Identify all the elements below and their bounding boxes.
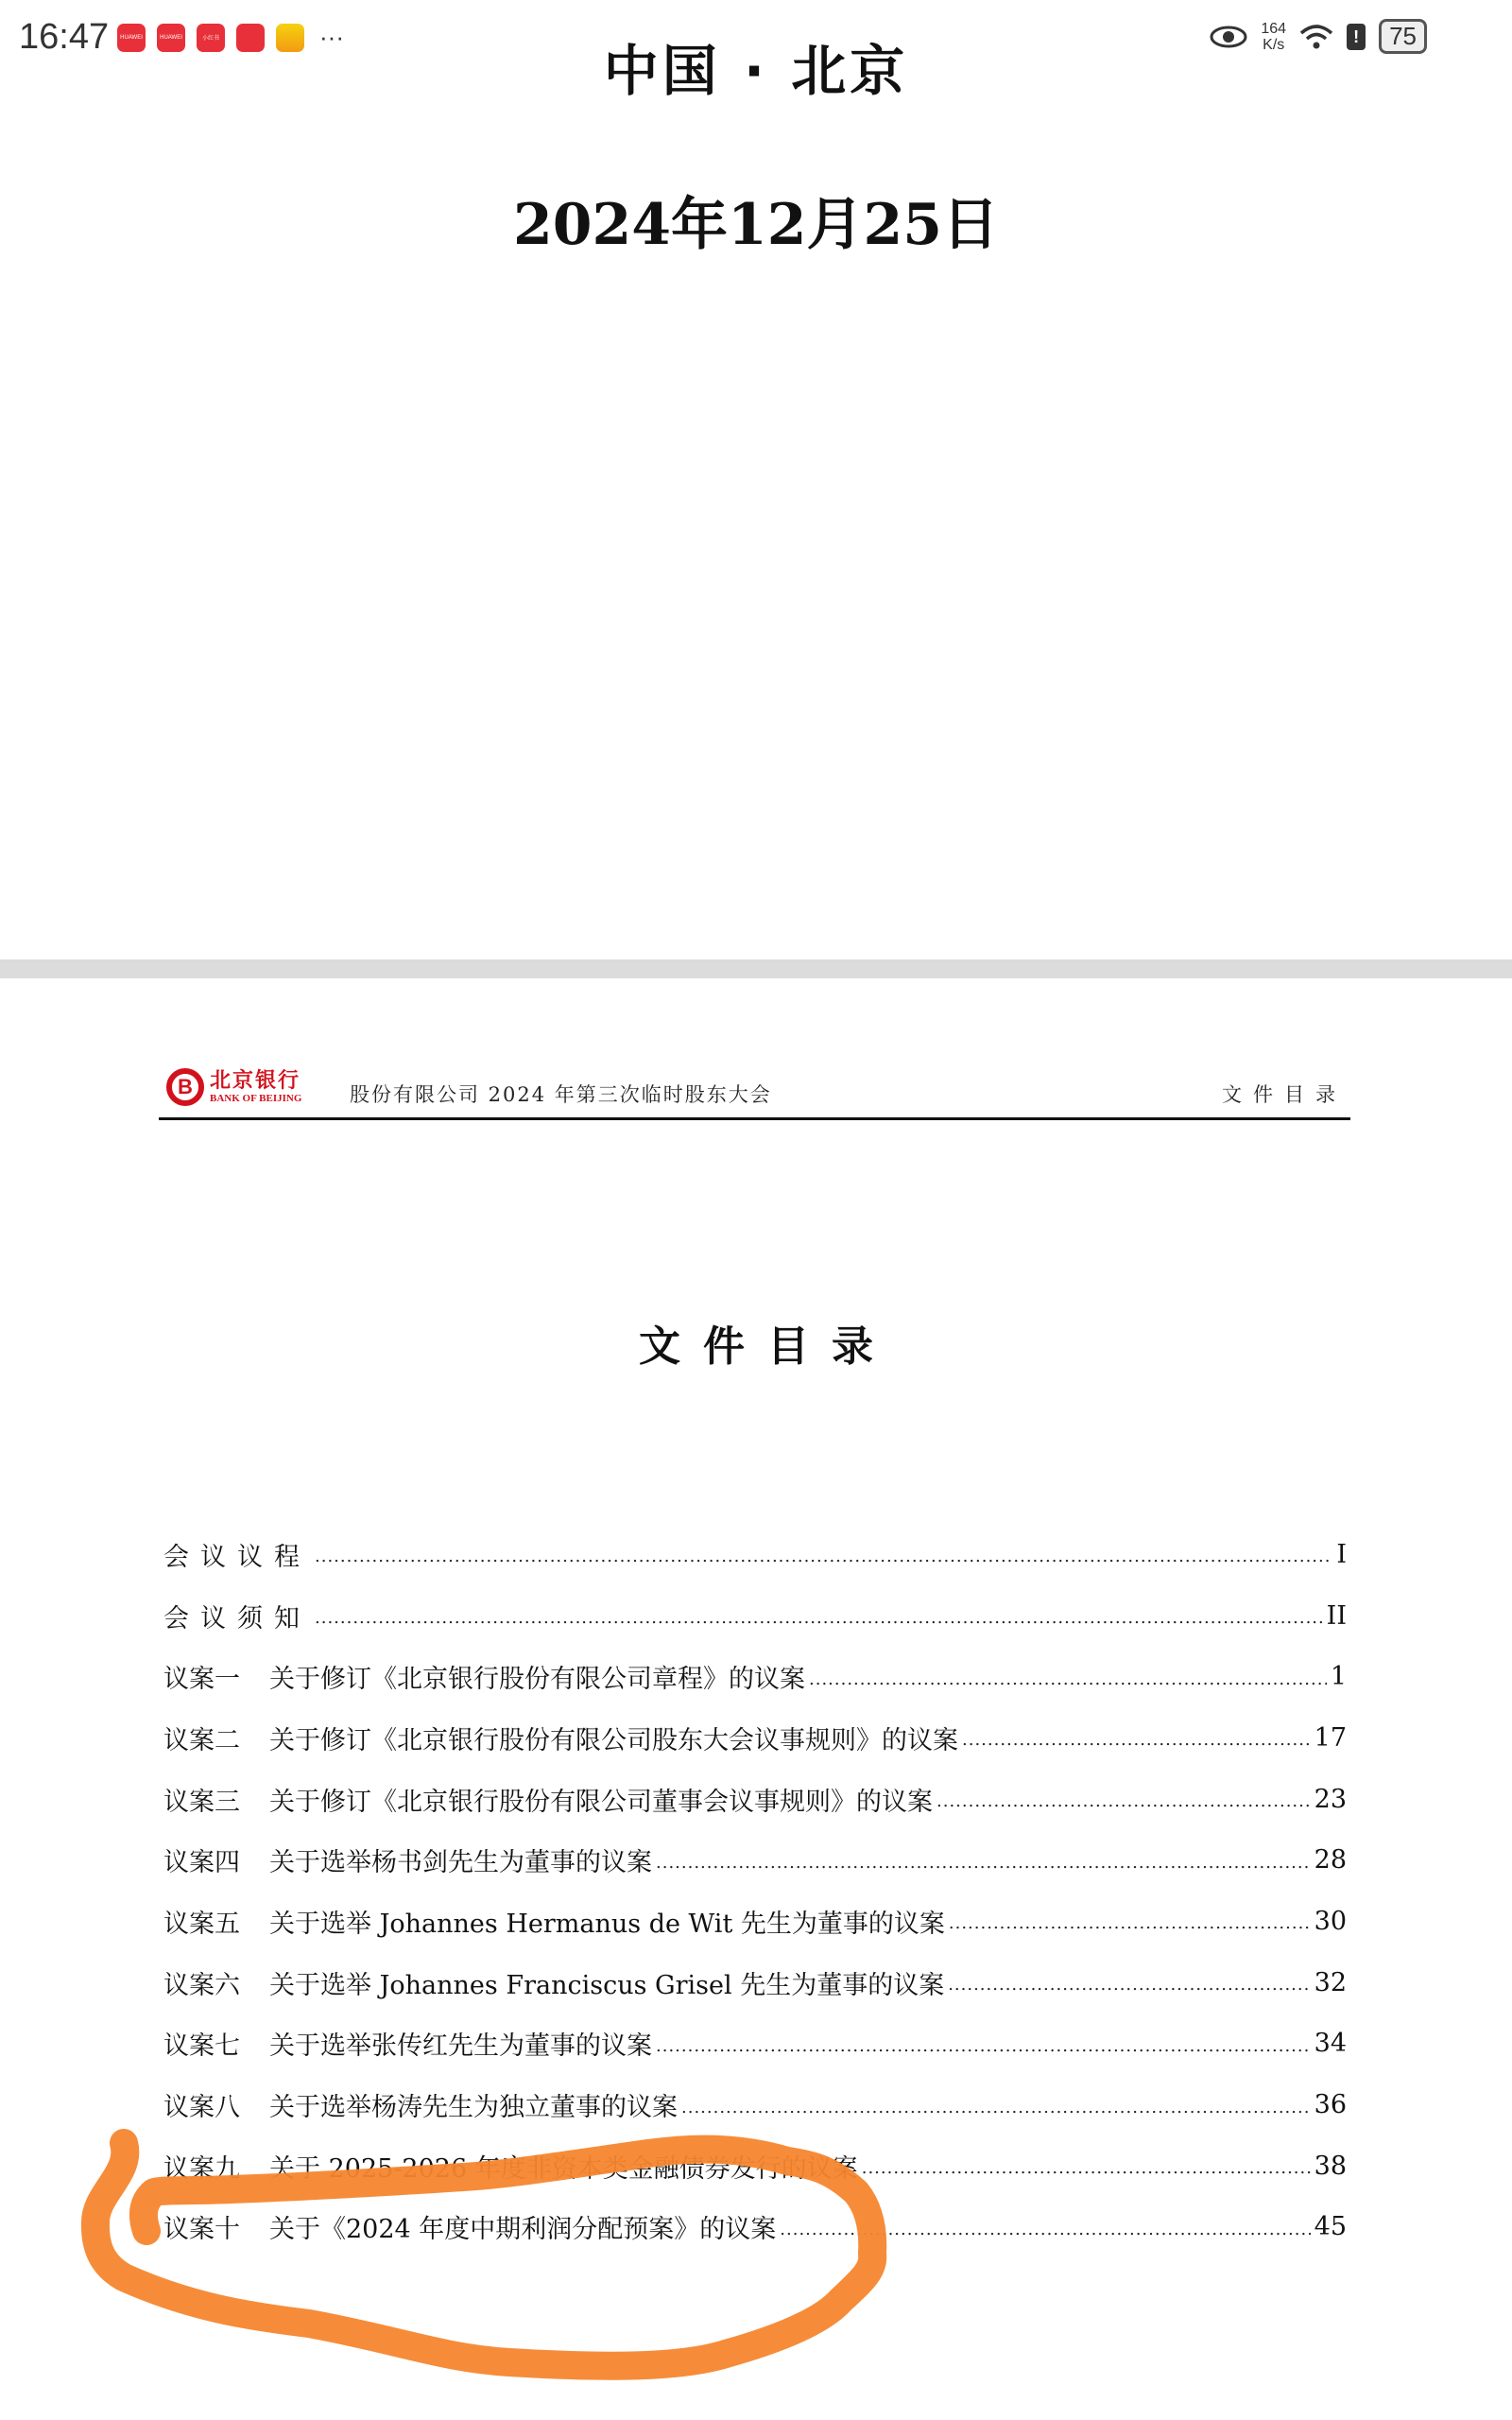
toc-entry-page: 36 bbox=[1314, 2090, 1347, 2120]
toc-entry-title: 关于选举杨涛先生为独立董事的议案 bbox=[269, 2093, 678, 2123]
toc-entry-title: 关于选举张传红先生为董事的议案 bbox=[269, 2031, 652, 2062]
toc-entry-number: 会议议程 bbox=[163, 1542, 311, 1572]
dot-leader bbox=[656, 1846, 1311, 1875]
page-separator bbox=[0, 959, 1512, 978]
network-speed: 164 K/s bbox=[1261, 20, 1287, 53]
dot-leader bbox=[936, 1785, 1311, 1813]
toc-entry-number: 议案五 bbox=[163, 1909, 240, 1939]
toc-entry[interactable] bbox=[163, 2197, 1347, 2258]
dot-leader bbox=[809, 1663, 1327, 1691]
table-of-contents bbox=[163, 1524, 1347, 2257]
toc-entry[interactable] bbox=[163, 1524, 1347, 1585]
clock: 16:47 bbox=[19, 17, 110, 57]
toc-entry-page: 28 bbox=[1314, 1845, 1347, 1876]
page-header bbox=[159, 1066, 1350, 1120]
toc-entry-page: 23 bbox=[1314, 1784, 1347, 1814]
alert-icon: ! bbox=[1347, 24, 1366, 50]
toc-entry-number: 议案七 bbox=[163, 2031, 240, 2062]
toc-entry[interactable] bbox=[163, 1707, 1347, 1769]
toc-entry-number: 议案六 bbox=[163, 1970, 240, 2000]
toc-entry-title: 关于选举 Johannes Franciscus Grisel 先生为董事的议案 bbox=[269, 1970, 945, 2000]
toc-entry-number: 议案三 bbox=[163, 1787, 240, 1817]
toc-entry-page: 38 bbox=[1314, 2151, 1347, 2181]
battery-indicator: 75 bbox=[1379, 19, 1427, 54]
bank-logo-icon: B bbox=[166, 1068, 204, 1106]
toc-entry-title: 关于 2025-2026 年度非资本类金融债券发行的议案 bbox=[269, 2153, 858, 2184]
toc-entry[interactable] bbox=[163, 1585, 1347, 1647]
dot-leader bbox=[948, 1968, 1310, 1996]
toc-entry[interactable] bbox=[163, 2074, 1347, 2135]
toc-entry-title: 关于修订《北京银行股份有限公司章程》的议案 bbox=[269, 1665, 805, 1695]
cover-date: 2024年12月25日 bbox=[513, 192, 999, 258]
toc-entry-number: 议案十 bbox=[163, 2215, 240, 2245]
toc-entry-number: 议案四 bbox=[163, 1848, 240, 1878]
toc-entry-title: 关于修订《北京银行股份有限公司股东大会议事规则》的议案 bbox=[269, 1725, 958, 1755]
xiaohongshu-icon: 小红书 bbox=[197, 24, 225, 52]
dot-leader bbox=[949, 1907, 1311, 1935]
toc-title: 文件目录 bbox=[639, 1322, 896, 1371]
bank-logo: B 北京银行 BANK OF BEIJING bbox=[166, 1068, 301, 1106]
more-notifications-icon: ··· bbox=[319, 23, 344, 51]
toc-entry-page: 32 bbox=[1314, 1967, 1347, 1997]
dot-leader bbox=[315, 1540, 1332, 1568]
toc-entry-title: 关于选举杨书剑先生为董事的议案 bbox=[269, 1848, 652, 1878]
toc-entry-number: 议案九 bbox=[163, 2153, 240, 2184]
toc-entry-number: 议案八 bbox=[163, 2093, 240, 2123]
cover-place: 中国 · 北京 bbox=[603, 39, 909, 103]
dot-leader bbox=[780, 2213, 1310, 2241]
toc-entry-page: II bbox=[1326, 1600, 1347, 1631]
toc-entry-number: 会议须知 bbox=[163, 1603, 311, 1634]
toc-entry-page: 34 bbox=[1314, 2029, 1347, 2059]
toc-entry-title: 关于选举 Johannes Hermanus de Wit 先生为董事的议案 bbox=[269, 1909, 945, 1939]
toc-entry-page: 30 bbox=[1314, 1906, 1347, 1936]
dot-leader bbox=[681, 2091, 1311, 2119]
toc-entry-title: 关于修订《北京银行股份有限公司董事会议事规则》的议案 bbox=[269, 1787, 933, 1817]
toc-entry[interactable] bbox=[163, 2135, 1347, 2197]
toc-entry[interactable] bbox=[163, 1769, 1347, 1830]
meeting-title: 股份有限公司 2024 年第三次临时股东大会 bbox=[350, 1083, 772, 1106]
huawei-store-icon: HUAWEI bbox=[157, 24, 185, 52]
toc-entry[interactable] bbox=[163, 1829, 1347, 1891]
toc-entry-number: 议案二 bbox=[163, 1725, 240, 1755]
dot-leader bbox=[962, 1723, 1311, 1752]
section-title: 文件目录 bbox=[1222, 1083, 1347, 1106]
dot-leader bbox=[315, 1601, 1323, 1630]
toc-entry-page: 17 bbox=[1314, 1722, 1347, 1753]
toc-entry[interactable] bbox=[163, 1891, 1347, 1952]
toc-entry[interactable] bbox=[163, 1646, 1347, 1707]
dot-leader bbox=[656, 2030, 1311, 2058]
toc-entry-title: 关于《2024 年度中期利润分配预案》的议案 bbox=[269, 2215, 777, 2245]
toc-entry[interactable] bbox=[163, 1952, 1347, 2014]
toc-entry[interactable] bbox=[163, 2014, 1347, 2075]
dot-leader bbox=[862, 2152, 1311, 2180]
toc-entry-page: 45 bbox=[1314, 2212, 1347, 2242]
toc-entry-page: 1 bbox=[1330, 1662, 1347, 1692]
toc-entry-page: I bbox=[1336, 1539, 1347, 1569]
toc-entry-number: 议案一 bbox=[163, 1665, 240, 1695]
huawei-store-icon: HUAWEI bbox=[117, 24, 146, 52]
